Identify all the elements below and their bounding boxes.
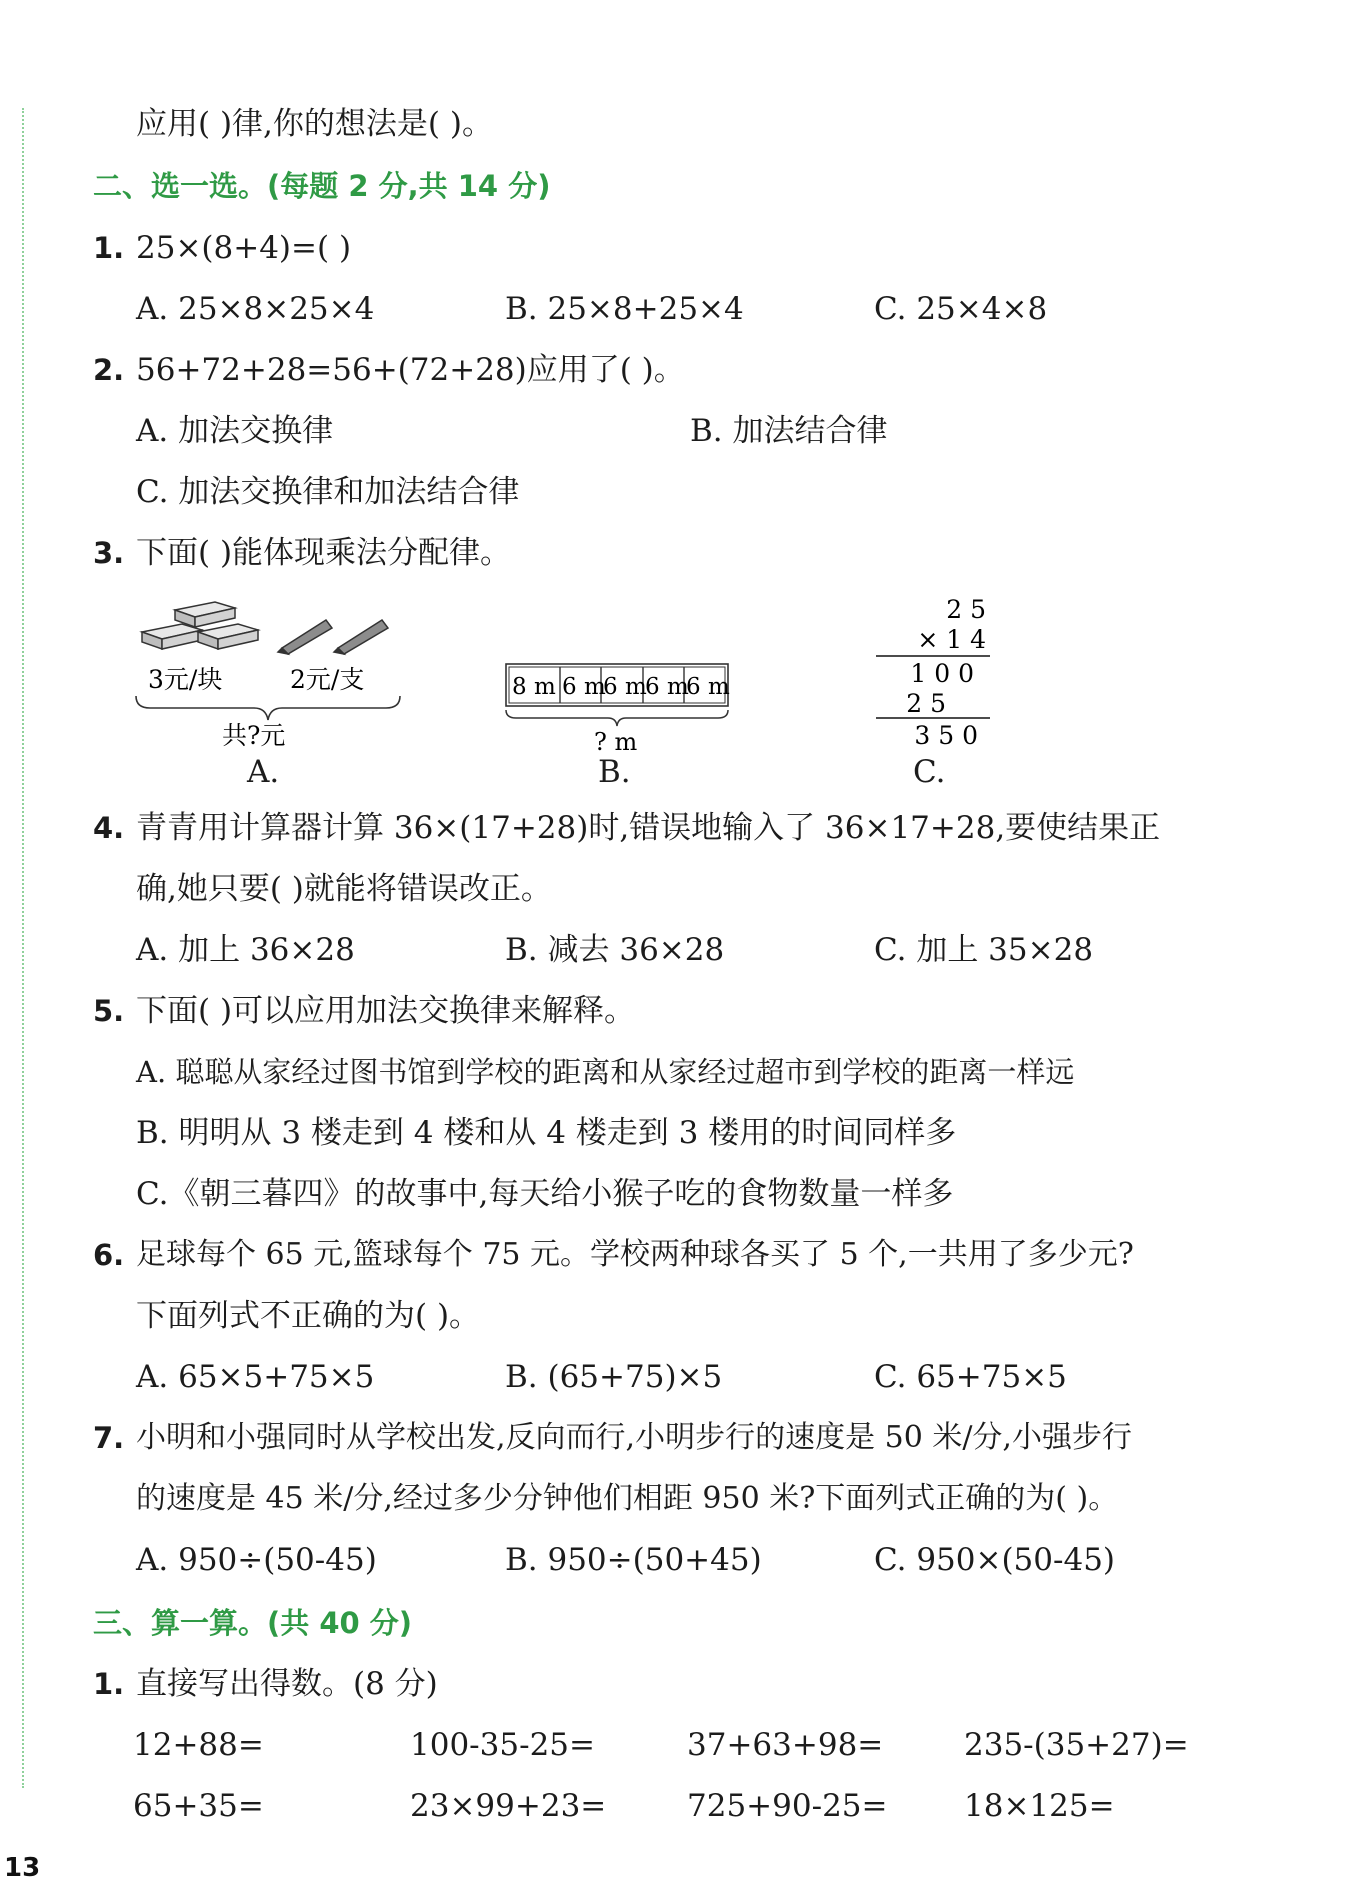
option-a: A. 25×8×25×4 (136, 291, 375, 327)
segment-label: 6 m (645, 674, 689, 700)
segment-label: 8 m (512, 674, 556, 700)
option-c: C.《朝三暮四》的故事中,每天给小猴子吃的食物数量一样多 (136, 1176, 954, 1212)
question-text-cont: 的速度是 45 米/分,经过多少分钟他们相距 950 米?下面列式正确的为( )。 (136, 1481, 1119, 1516)
total-length-brace (506, 710, 728, 726)
pen-icon (278, 620, 332, 654)
option-a: A. 加上 36×28 (136, 932, 355, 968)
question-number: 1. (93, 231, 125, 265)
total-brace (136, 696, 400, 720)
multiplicand: 2 5 (946, 595, 986, 624)
option-a: A. 聪聪从家经过图书馆到学校的距离和从家经过超市到学校的距离一样远 (136, 1055, 1075, 1089)
option-a: A. 65×5+75×5 (136, 1359, 375, 1395)
question-text-cont: 下面列式不正确的为( )。 (136, 1298, 481, 1334)
option-a: A. 950÷(50-45) (136, 1542, 377, 1578)
top-line: 应用( )律,你的想法是( )。 (136, 106, 493, 142)
figure-c-label: C. (913, 754, 946, 790)
question-text: 下面( )能体现乘法分配律。 (136, 535, 512, 571)
figure-b-segments (500, 660, 740, 756)
question-text: 下面( )可以应用加法交换律来解释。 (136, 993, 636, 1029)
eraser-price-label: 3元/块 (148, 665, 223, 694)
question-text-cont: 确,她只要( )就能将错误改正。 (136, 871, 552, 907)
question-text: 小明和小强同时从学校出发,反向而行,小明步行的速度是 50 米/分,小强步行 (136, 1420, 1132, 1455)
segment-label: 6 m (562, 674, 606, 700)
page-number: 13 (4, 1853, 41, 1883)
option-b: B. 加法结合律 (690, 413, 888, 449)
section-title-calculate: 三、算一算。(共 40 分) (93, 1606, 413, 1640)
option-c: C. 65+75×5 (874, 1359, 1067, 1395)
calc-item: 725+90-25= (687, 1788, 888, 1824)
partial-product-2: 2 5 (906, 689, 946, 718)
question-number: 4. (93, 811, 125, 845)
option-a: A. 加法交换律 (136, 413, 334, 449)
option-b: B. 明明从 3 楼走到 4 楼和从 4 楼走到 3 楼用的时间同样多 (136, 1115, 957, 1151)
option-b: B. (65+75)×5 (505, 1359, 723, 1395)
figure-b-label: B. (598, 754, 631, 790)
calc-item: 23×99+23= (410, 1788, 607, 1824)
eraser-icon (175, 602, 235, 627)
calc-item: 100-35-25= (410, 1727, 595, 1763)
option-c: C. 加上 35×28 (874, 932, 1094, 968)
eraser-icon (198, 624, 258, 649)
calc-item: 12+88= (133, 1727, 264, 1763)
figure-c-vertical-multiplication (870, 590, 1000, 750)
pen-icon (334, 620, 388, 654)
figure-a-erasers-pens (130, 592, 410, 752)
segment-label: 6 m (603, 674, 647, 700)
option-c: C. 25×4×8 (874, 291, 1048, 327)
calc-item: 37+63+98= (687, 1727, 884, 1763)
pen-price-label: 2元/支 (290, 665, 365, 694)
total-price-label: 共?元 (222, 721, 286, 750)
question-number: 3. (93, 536, 125, 570)
question-text: 56+72+28=56+(72+28)应用了( )。 (136, 352, 685, 388)
option-b: B. 减去 36×28 (505, 932, 725, 968)
partial-product-1: 1 0 0 (910, 659, 974, 688)
option-b: B. 950÷(50+45) (505, 1542, 762, 1578)
margin-dotted-line (22, 108, 24, 1788)
calc-item: 235-(35+27)= (964, 1727, 1189, 1763)
segment-label: 6 m (686, 674, 730, 700)
product: 3 5 0 (914, 721, 978, 750)
eraser-icon (142, 624, 202, 649)
multiplier: × 1 4 (917, 625, 986, 654)
question-text: 青青用计算器计算 36×(17+28)时,错误地输入了 36×17+28,要使结果正 (136, 810, 1161, 846)
calc-item: 18×125= (964, 1788, 1115, 1824)
figure-a-label: A. (247, 754, 280, 790)
question-number: 5. (93, 994, 125, 1028)
calc-item: 65+35= (133, 1788, 264, 1824)
question-text: 25×(8+4)=( ) (136, 230, 352, 266)
option-c: C. 加法交换律和加法结合律 (136, 474, 520, 510)
question-number: 2. (93, 353, 125, 387)
option-c: C. 950×(50-45) (874, 1542, 1116, 1578)
question-number: 6. (93, 1238, 125, 1272)
question-number: 1. (93, 1667, 125, 1701)
section-title-choose: 二、选一选。(每题 2 分,共 14 分) (93, 169, 551, 203)
total-length-label: ? m (594, 728, 638, 756)
question-text: 直接写出得数。(8 分) (136, 1666, 438, 1702)
option-b: B. 25×8+25×4 (505, 291, 744, 327)
question-number: 7. (93, 1421, 125, 1455)
question-text: 足球每个 65 元,篮球每个 75 元。学校两种球各买了 5 个,一共用了多少元? (136, 1237, 1134, 1272)
